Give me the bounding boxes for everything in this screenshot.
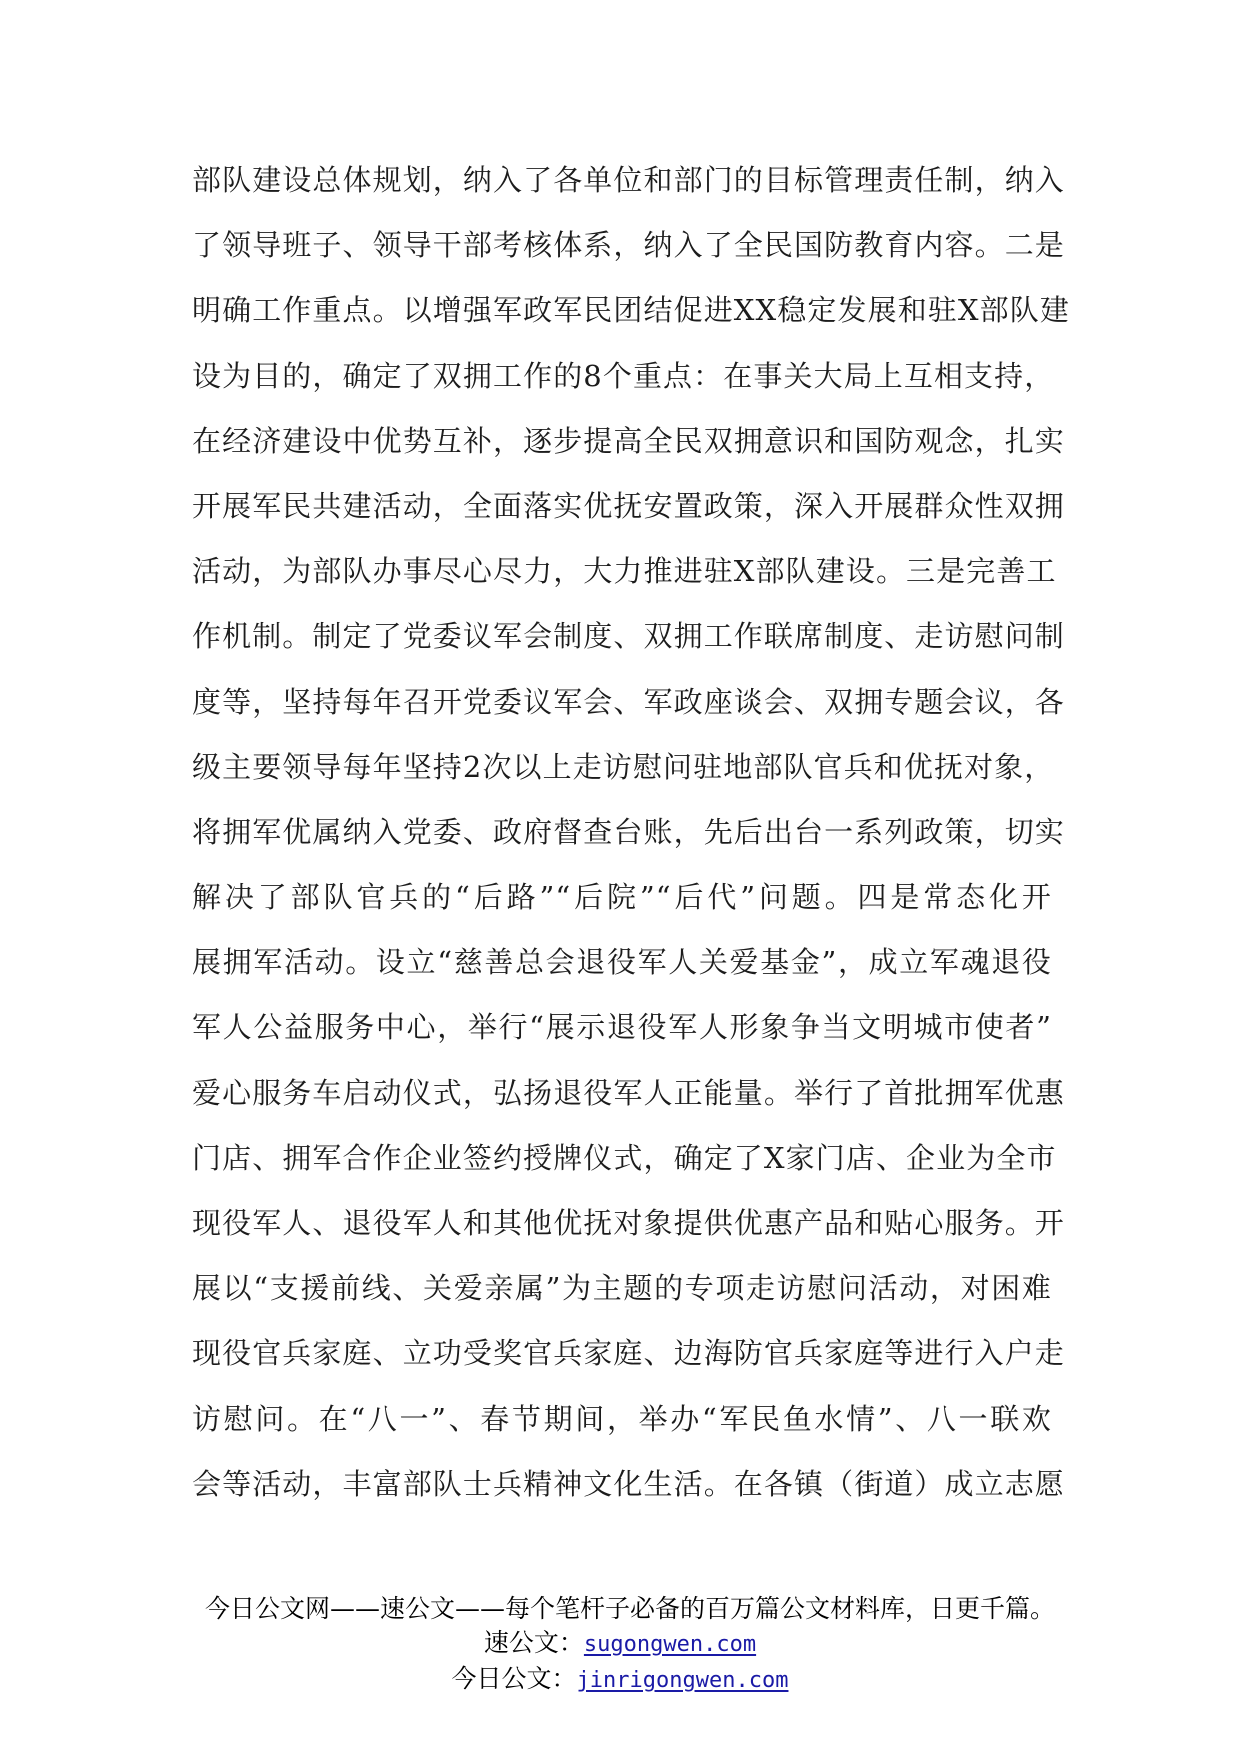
text-line: 展拥军活动。设立“慈善总会退役军人关爱基金”，成立军魂退役	[192, 945, 1052, 980]
text-line: 明确工作重点。以增强军政军民团结促进XX稳定发展和驻X部队建	[192, 293, 1070, 328]
text-line: 将拥军优属纳入党委、政府督查台账，先后出台一系列政策，切实	[192, 814, 1065, 849]
text-line: 了领导班子、领导干部考核体系，纳入了全民国防教育内容。二是	[192, 228, 1065, 263]
text-line: 级主要领导每年坚持2次以上走访慰问驻地部队官兵和优抚对象，	[192, 749, 1055, 784]
text-line: 会等活动，丰富部队士兵精神文化生活。在各镇（街道）成立志愿	[192, 1466, 1065, 1501]
text-line: 开展军民共建活动，全面落实优抚安置政策，深入开展群众性双拥	[192, 488, 1065, 523]
footer-site-row-1	[0, 1626, 1240, 1662]
footer-site-link-sugongwen[interactable]: sugongwen.com	[583, 1632, 757, 1657]
footer-site-label: 今日公文：	[451, 1664, 577, 1693]
text-line: 访慰问。在“八一”、春节期间，举办“军民鱼水情”、八一联欢	[192, 1401, 1052, 1436]
body-text	[192, 160, 1070, 1529]
text-line: 现役军人、退役军人和其他优抚对象提供优惠产品和贴心服务。开	[192, 1206, 1065, 1240]
text-line: 作机制。制定了党委议军会制度、双拥工作联席制度、走访慰问制	[192, 619, 1065, 654]
text-line: 门店、拥军合作企业签约授牌仪式，确定了X家门店、企业为全市	[192, 1140, 1057, 1175]
text-line: 设为目的，确定了双拥工作的8个重点：在事关大局上互相支持，	[192, 358, 1055, 393]
text-line: 在经济建设中优势互补，逐步提高全民双拥意识和国防观念，扎实	[192, 423, 1065, 458]
footer-site-link-jinrigongwen[interactable]: jinrigongwen.com	[576, 1668, 789, 1693]
text-line: 部队建设总体规划，纳入了各单位和部门的目标管理责任制，纳入	[192, 163, 1065, 197]
text-line: 活动，为部队办事尽心尽力，大力推进驻X部队建设。三是完善工	[192, 554, 1057, 589]
footer-site-label: 速公文：	[483, 1628, 584, 1657]
text-line: 爱心服务车启动仪式，弘扬退役军人正能量。举行了首批拥军优惠	[192, 1075, 1065, 1110]
footer-slogan: 今日公文网——速公文——每个笔杆子必备的百万篇公文材料库，日更千篇。	[204, 1594, 1055, 1623]
text-line: 解决了部队官兵的“后路”“后院”“后代”问题。四是常态化开	[192, 880, 1052, 915]
text-line: 展以“支援前线、关爱亲属”为主题的专项走访慰问活动，对困难	[192, 1271, 1052, 1306]
text-line: 度等，坚持每年召开党委议军会、军政座谈会、双拥专题会议，各	[192, 684, 1065, 719]
footer-site-row-2	[0, 1662, 1240, 1698]
text-line: 军人公益服务中心，举行“展示退役军人形象争当文明城市使者”	[192, 1010, 1052, 1045]
text-line: 现役官兵家庭、立功受奖官兵家庭、边海防官兵家庭等进行入户走	[192, 1336, 1065, 1371]
footer	[0, 1592, 1240, 1698]
